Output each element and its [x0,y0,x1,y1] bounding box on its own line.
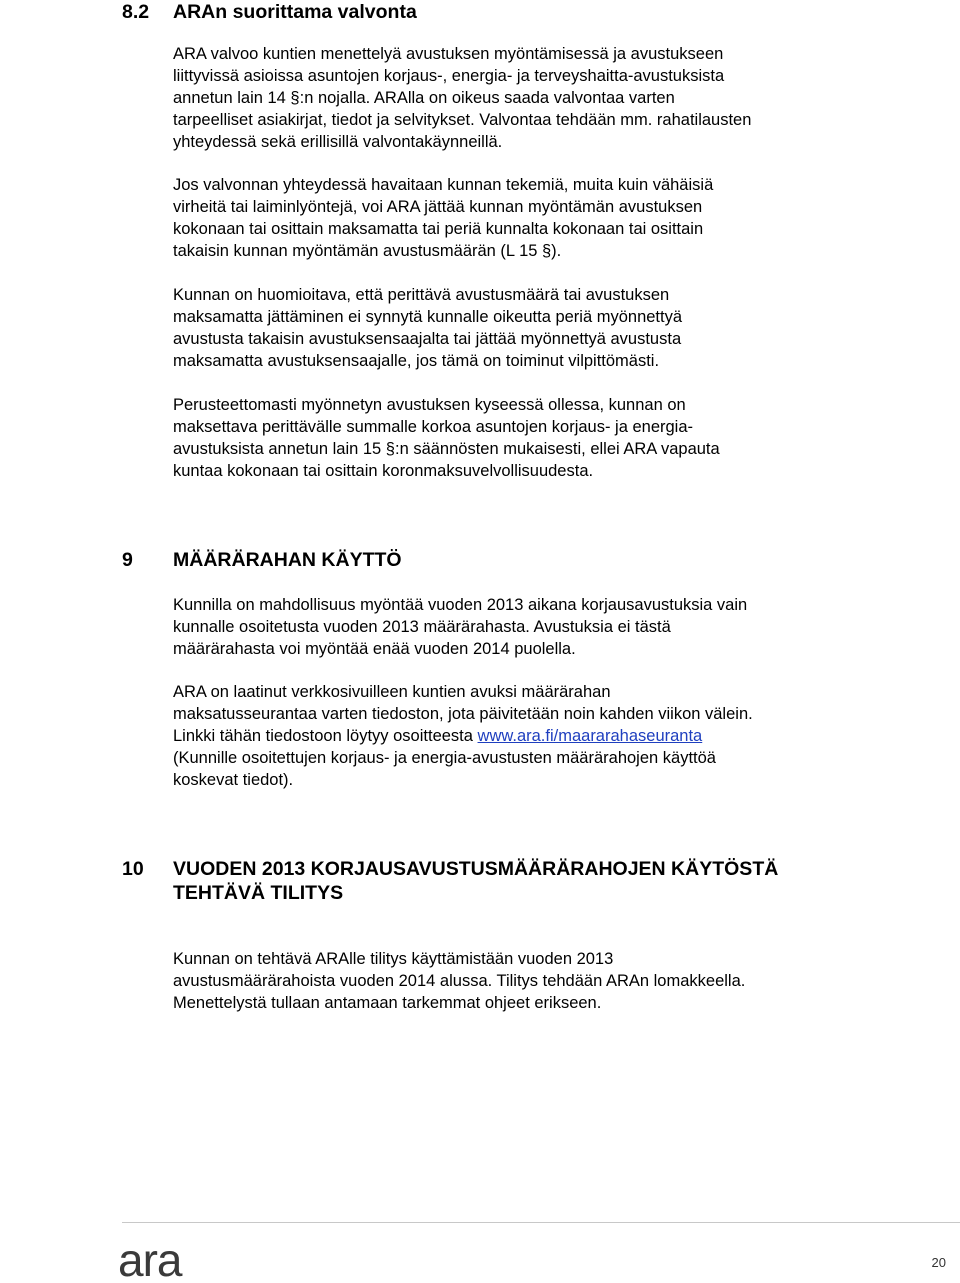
ara-logo [118,1236,194,1282]
section-10-title-line-2: TEHTÄVÄ TILITYS [173,882,344,904]
text-line: maksamatta jättäminen ei synnytä kunnalle oikeutta periä myönnettyä [173,308,683,326]
text-line: tarpeelliset asiakirjat, tiedot ja selvitykset. Valvontaa tehdään mm. rahatilausten [173,111,752,129]
section-10-title-line-1: VUODEN 2013 KORJAUSAVUSTUSMÄÄRÄRAHOJEN KÄYTÖSTÄ [173,858,779,880]
section-10-number: 10 [122,858,144,880]
text-line: kuntaa kokonaan tai osittain koronmaksuvelvollisuudesta. [173,462,594,480]
section-8-2-paragraph-3 [173,284,873,372]
text-line: avustuksista annetun lain 15 §:n säännösten mukaisesti, ellei ARA vapauta [173,440,720,458]
section-10-paragraph [173,948,873,1014]
page-number: 20 [931,1255,946,1270]
text-line: avustusta takaisin avustuksensaajalta tai jättää myönnettyä avustusta [173,330,682,348]
section-10-title [173,857,893,905]
text-line: (Kunnille osoitettujen korjaus- ja energia-avustusten määrärahojen käyttöä [173,749,716,767]
text-line: koskevat tiedot). [173,771,294,789]
text-line: Perusteettomasti myönnetyn avustuksen kyseessä ollessa, kunnan on [173,396,686,414]
text-line: takaisin kunnan myöntämän avustusmäärän (L 15 §). [173,242,562,260]
section-8-2-title: ARAn suorittama valvonta [173,1,417,23]
text-line: ARA valvoo kuntien menettelyä avustuksen myöntämisessä ja avustukseen [173,45,724,63]
section-9-number: 9 [122,549,133,571]
text-line [173,725,873,747]
section-9-paragraph-1 [173,594,873,660]
maararahaseuranta-link[interactable]: www.ara.fi/maararahaseuranta [477,727,703,745]
text-line: maksamatta avustuksensaajalle, jos tämä on toiminut vilpittömästi. [173,352,660,370]
text-line: Kunnan on huomioitava, että perittävä avustusmäärä tai avustuksen [173,286,670,304]
text-line: kunnalle osoitetusta vuoden 2013 määrärahasta. Avustuksia ei tästä [173,618,671,636]
footer-divider [122,1222,960,1223]
text-line: avustusmäärärahoista vuoden 2014 alussa. Tilitys tehdään ARAn lomakkeella. [173,972,746,990]
section-8-2-paragraph-1 [173,43,873,153]
section-9-paragraph-2 [173,681,873,791]
text-line: maksatusseurantaa varten tiedoston, jota päivitetään noin kahden viikon välein. [173,705,753,723]
text-line: määrärahasta voi myöntää enää vuoden 2014 puolella. [173,640,576,658]
section-8-2-paragraph-4 [173,394,873,482]
link-prefix-text: Linkki tähän tiedostoon löytyy osoitteesta [173,727,478,745]
text-line: maksettava perittävälle summalle korkoa asuntojen korjaus- ja energia- [173,418,693,436]
section-9-title: MÄÄRÄRAHAN KÄYTTÖ [173,549,402,571]
text-line: kokonaan tai osittain maksamatta tai periä kunnalta kokonaan tai osittain [173,220,704,238]
section-8-2-number: 8.2 [122,1,150,23]
text-line: liittyvissä asioissa asuntojen korjaus-, energia- ja terveyshaitta-avustuksista [173,67,725,85]
text-line: Jos valvonnan yhteydessä havaitaan kunnan tekemiä, muita kuin vähäisiä [173,176,714,194]
text-line: Kunnan on tehtävä ARAlle tilitys käyttämistään vuoden 2013 [173,950,614,968]
text-line: Menettelystä tullaan antamaan tarkemmat ohjeet erikseen. [173,994,602,1012]
text-line: ARA on laatinut verkkosivuilleen kuntien avuksi määrärahan [173,683,611,701]
text-line: annetun lain 14 §:n nojalla. ARAlla on oikeus saada valvontaa varten [173,89,675,107]
text-line: Kunnilla on mahdollisuus myöntää vuoden 2013 aikana korjausavustuksia vain [173,596,748,614]
section-8-2-paragraph-2 [173,174,873,262]
ara-logo-text: ara [118,1236,182,1282]
text-line: virheitä tai laiminlyöntejä, voi ARA jättää kunnan myöntämän avustuksen [173,198,703,216]
text-line: yhteydessä sekä erillisillä valvontakäynneillä. [173,133,503,151]
